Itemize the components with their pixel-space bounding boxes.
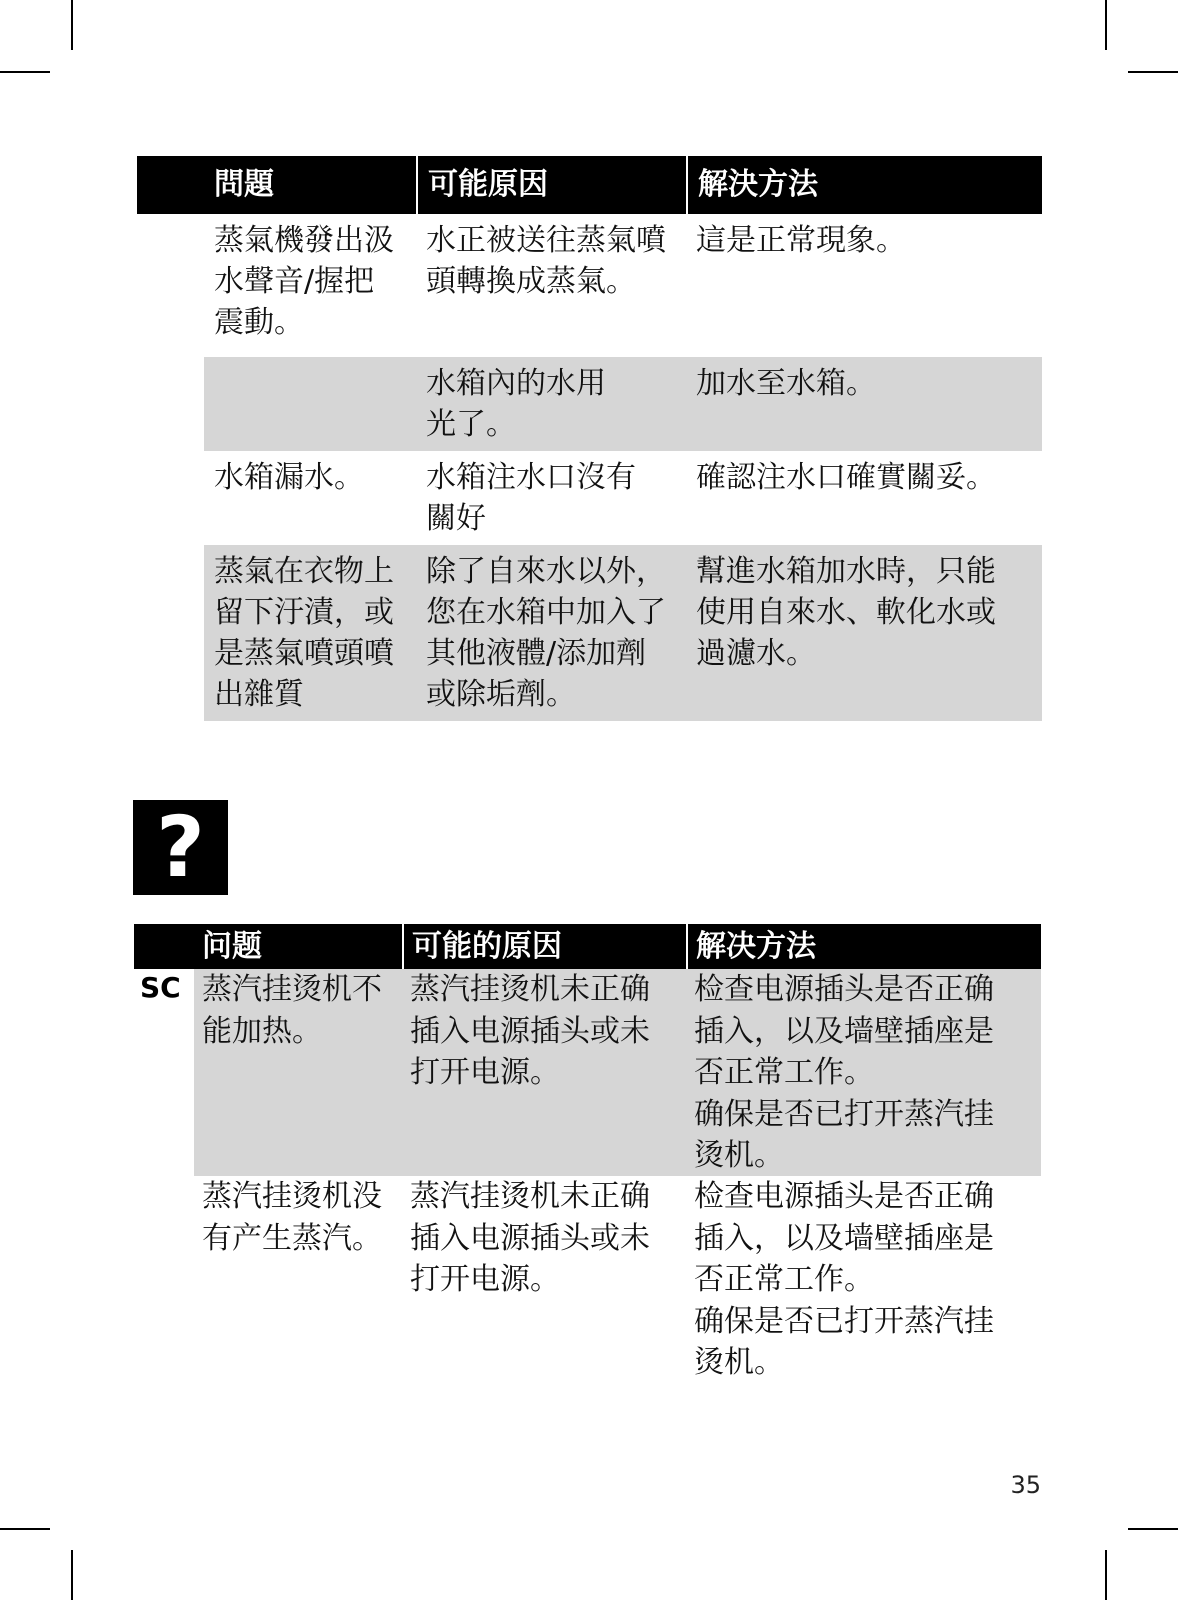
cause-cell: 水箱注水口沒有 關好: [426, 460, 636, 536]
crop-mark-bottom-left-vertical: [71, 1550, 73, 1600]
crop-mark-top-left-horizontal: [0, 71, 50, 73]
solution-cell: 加水至水箱。: [696, 366, 876, 401]
problem-cell: [204, 363, 416, 451]
solution-cell: 確認注水口確實關妥。: [696, 460, 996, 495]
table-header-row: [194, 924, 1041, 969]
crop-mark-top-left-vertical: [71, 0, 73, 50]
cause-cell: 水箱內的水用 光了。: [426, 366, 606, 442]
header-problem: 問題: [204, 156, 416, 214]
page-number: 35: [1010, 1471, 1041, 1499]
header-lead-bar: [137, 156, 204, 214]
table-row: [194, 969, 1041, 1176]
language-code-label: SC: [140, 971, 181, 1004]
problem-cell: 蒸汽挂烫机没 有产生蒸汽。: [202, 1179, 382, 1256]
problem-cell: 水箱漏水。: [214, 460, 364, 495]
table-row: [204, 357, 1042, 451]
problem-cell: 蒸汽挂烫机不 能加热。: [202, 972, 382, 1049]
solution-cell: 检查电源插头是否正确 插入，以及墙壁插座是 否正常工作。 确保是否已打开蒸汽挂 烫机。: [694, 1179, 994, 1380]
solution-cell: 幫進水箱加水時，只能 使用自來水、軟化水或 過濾水。: [696, 554, 996, 671]
solution-cell: 這是正常現象。: [696, 223, 906, 258]
cause-cell: 除了自來水以外， 您在水箱中加入了 其他液體/添加劑 或除垢劑。: [426, 554, 666, 712]
table-row: [204, 214, 1042, 357]
table-row: [204, 451, 1042, 545]
cause-cell: 蒸汽挂烫机未正确 插入电源插头或未 打开电源。: [410, 1179, 650, 1297]
crop-mark-top-right-horizontal: [1128, 71, 1178, 73]
header-lead-bar: [134, 924, 194, 969]
troubleshooting-table-simplified: [194, 924, 1041, 1386]
table-row: [204, 545, 1042, 721]
header-problem: 问题: [194, 924, 402, 969]
solution-cell: 检查电源插头是否正确 插入，以及墙壁插座是 否正常工作。 确保是否已打开蒸汽挂 烫机。: [694, 972, 994, 1173]
cause-cell: 水正被送往蒸氣噴 頭轉換成蒸氣。: [426, 223, 666, 299]
question-mark-icon: ?: [133, 800, 228, 895]
header-solution: 解決方法: [686, 156, 1042, 214]
troubleshooting-table-traditional: [204, 156, 1042, 721]
problem-cell: 蒸氣機發出汲 水聲音/握把 震動。: [214, 223, 394, 340]
crop-mark-bottom-left-horizontal: [0, 1528, 50, 1530]
header-solution: 解决方法: [686, 924, 1041, 969]
cause-cell: 蒸汽挂烫机未正确 插入电源插头或未 打开电源。: [410, 972, 650, 1090]
table-header-row: [204, 156, 1042, 214]
header-cause: 可能的原因: [402, 924, 686, 969]
crop-mark-bottom-right-horizontal: [1128, 1528, 1178, 1530]
problem-cell: 蒸氣在衣物上 留下汙漬，或 是蒸氣噴頭噴 出雜質: [214, 554, 394, 712]
crop-mark-bottom-right-vertical: [1105, 1550, 1107, 1600]
crop-mark-top-right-vertical: [1105, 0, 1107, 50]
header-cause: 可能原因: [416, 156, 686, 214]
table-row: [194, 1176, 1041, 1386]
